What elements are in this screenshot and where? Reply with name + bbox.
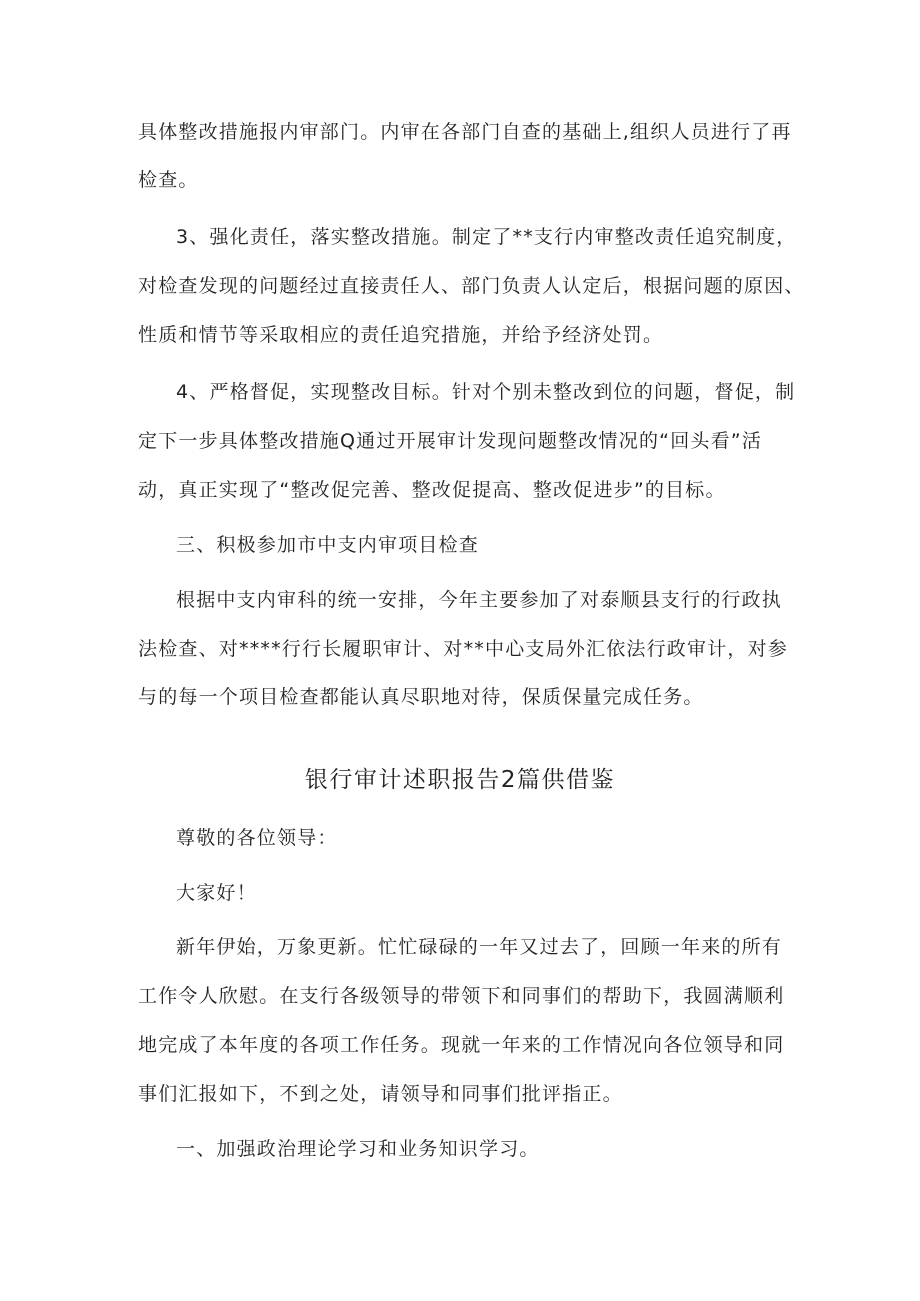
text-line: 根据中支内审科的统一安排，今年主要参加了对泰顺县支行的行政执 xyxy=(176,589,783,611)
text-line: 定下一步具体整改措施Q通过开展审计发现问题整改情况的“回头看”活 xyxy=(138,430,763,452)
text-line: 3、强化责任，落实整改措施。制定了**支行内审整改责任追究制度， xyxy=(176,226,797,248)
text-line: 法检查、对****行行长履职审计、对**中心支局外汇依法行政审计，对参 xyxy=(138,638,789,660)
text-line: 新年伊始，万象更新。忙忙碌碌的一年又过去了，回顾一年来的所有 xyxy=(176,936,783,958)
text-line: 事们汇报如下，不到之处，请领导和同事们批评指正。 xyxy=(138,1083,623,1105)
document-title: 银行审计述职报告2篇供借鉴 xyxy=(304,767,616,793)
text-line: 动，真正实现了“整改促完善、整改促提高、整改促进步”的目标。 xyxy=(138,479,726,501)
text-line: 具体整改措施报内审部门。内审在各部门自查的基础上,组织人员进行了再 xyxy=(138,121,792,143)
text-line: 与的每一个项目检查都能认真尽职地对待，保质保量完成任务。 xyxy=(138,686,704,708)
text-line: 性质和情节等采取相应的责任追究措施，并给予经济处罚。 xyxy=(138,324,664,346)
section-heading: 三、积极参加市中支内审项目检查 xyxy=(176,534,480,556)
text-line: 对检查发现的问题经过直接责任人、部门负责人认定后，根据问题的原因、 xyxy=(138,275,805,297)
text-line: 工作令人欣慰。在支行各级领导的带领下和同事们的帮助下，我圆满顺利 xyxy=(138,985,785,1007)
greeting: 大家好！ xyxy=(176,882,257,904)
text-line: 检查。 xyxy=(138,169,199,191)
salutation: 尊敬的各位领导： xyxy=(176,827,338,849)
text-line: 地完成了本年度的各项工作任务。现就一年来的工作情况向各位领导和同 xyxy=(138,1034,785,1056)
text-line: 4、严格督促，实现整改目标。针对个别未整改到位的问题，督促，制 xyxy=(176,381,796,403)
section-heading: 一、加强政治理论学习和业务知识学习。 xyxy=(176,1138,540,1160)
